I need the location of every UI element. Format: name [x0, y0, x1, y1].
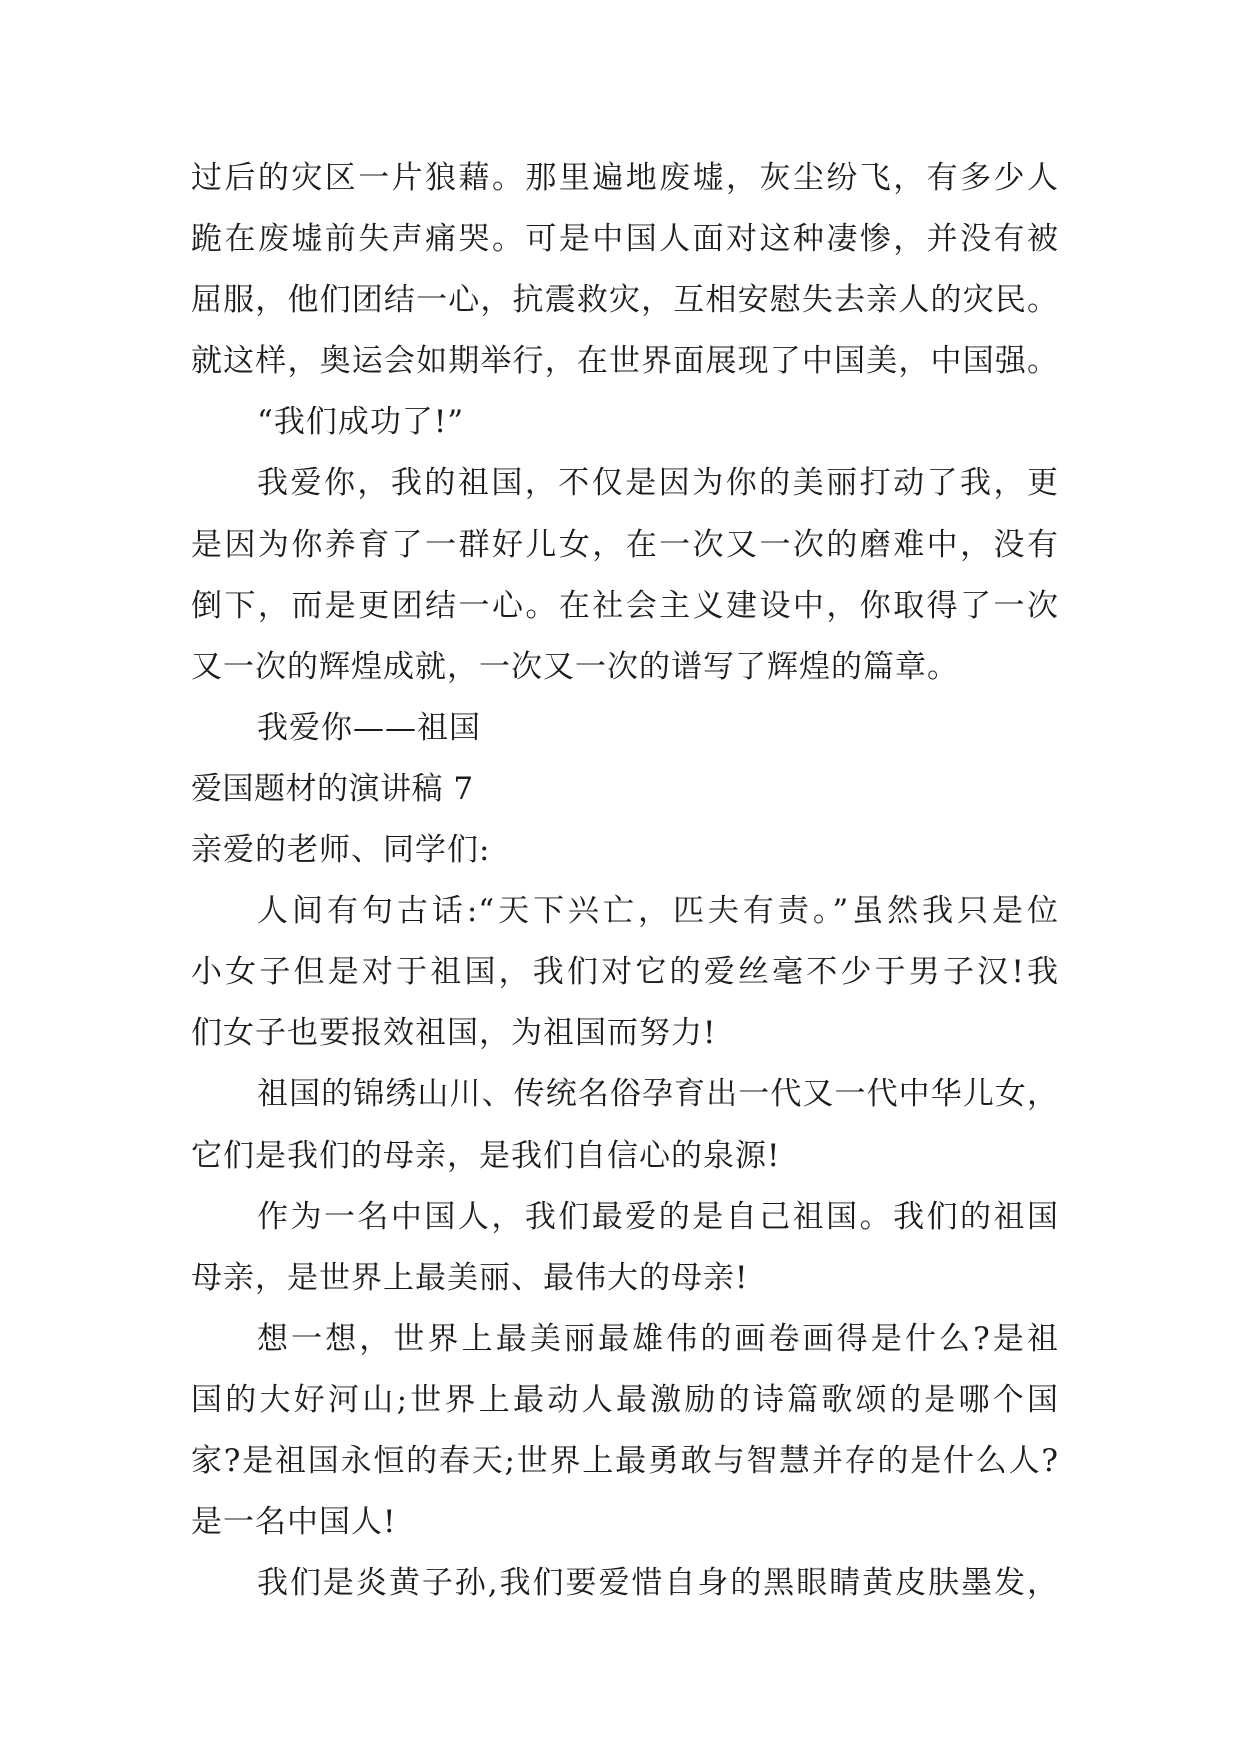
text-line: 家?是祖国永恒的春天;世界上最勇敢与智慧并存的是什么人? — [191, 1442, 1059, 1479]
text-line: 祖国的锦绣山川、传统名俗孕育出一代又一代中华儿女， — [257, 1076, 1059, 1113]
text-line: 过后的灾区一片狼藉。那里遍地废墟，灰尘纷飞，有多少人 — [191, 160, 1059, 196]
text-line: 母亲，是世界上最美丽、最伟大的母亲! — [191, 1259, 749, 1296]
text-line: 人间有句古话:“天下兴亡，匹夫有责。”虽然我只是位 — [257, 893, 1059, 930]
text-line: 们女子也要报效祖国，为祖国而努力! — [191, 1015, 717, 1052]
text-line: 屈服，他们团结一心，抗震救灾，互相安慰失去亲人的灾民。 — [191, 282, 1059, 319]
text-line: 是因为你养育了一群好儿女，在一次又一次的磨难中，没有 — [191, 526, 1059, 563]
document-body — [191, 148, 1059, 1614]
section-heading: 爱国题材的演讲稿 7 — [191, 770, 474, 807]
text-line: 我们是炎黄子孙,我们要爱惜自身的黑眼睛黄皮肤墨发， — [257, 1565, 1059, 1602]
text-line: 跪在废墟前失声痛哭。可是中国人面对这种凄惨，并没有被 — [191, 221, 1059, 258]
text-line: 小女子但是对于祖国，我们对它的爱丝毫不少于男子汉!我 — [191, 954, 1059, 991]
text-line: 作为一名中国人，我们最爱的是自己祖国。我们的祖国 — [257, 1198, 1059, 1235]
text-line: 我爱你，我的祖国，不仅是因为你的美丽打动了我，更 — [257, 465, 1059, 502]
text-line: 是一名中国人! — [191, 1504, 397, 1541]
text-line: 它们是我们的母亲，是我们自信心的泉源! — [191, 1137, 781, 1174]
text-line: 想一想，世界上最美丽最雄伟的画卷画得是什么?是祖 — [257, 1320, 1059, 1357]
text-line: 国的大好河山;世界上最动人最激励的诗篇歌颂的是哪个国 — [191, 1381, 1059, 1418]
text-line: 倒下，而是更团结一心。在社会主义建设中，你取得了一次 — [191, 587, 1059, 624]
text-line: 我爱你——祖国 — [257, 709, 481, 746]
text-line: “我们成功了!” — [257, 404, 465, 441]
salutation: 亲爱的老师、同学们: — [191, 832, 491, 869]
text-line: 就这样，奥运会如期举行，在世界面展现了中国美，中国强。 — [191, 343, 1059, 380]
text-line: 又一次的辉煌成就，一次又一次的谱写了辉煌的篇章。 — [191, 648, 959, 685]
